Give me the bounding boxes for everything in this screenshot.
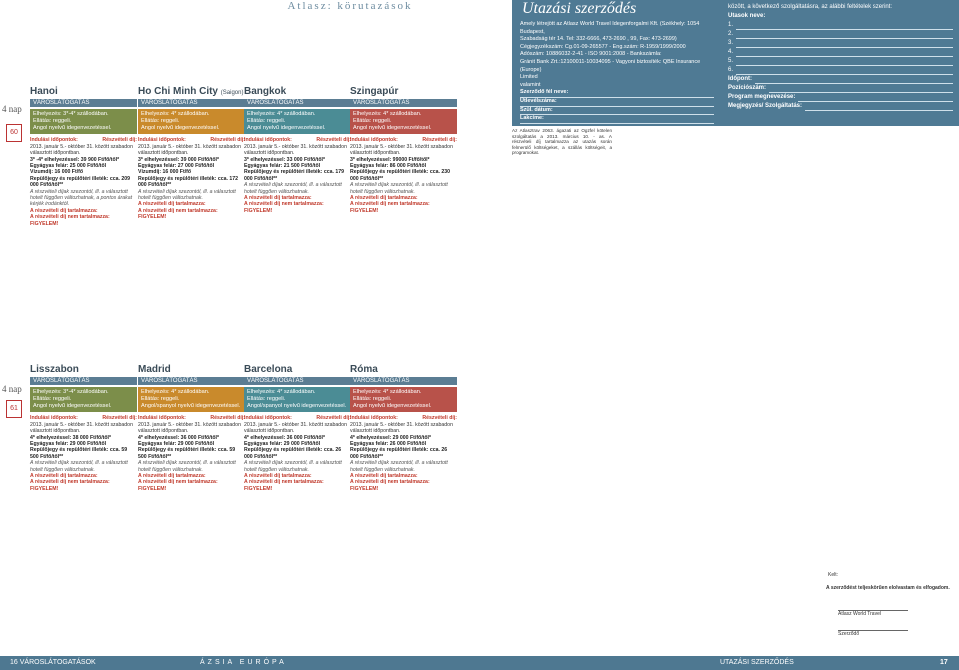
passenger-num: 5.: [728, 58, 734, 64]
single-supplement: Egyágyas felár: 26 000 Ft/fő/től: [350, 441, 427, 448]
contract-title: Utazási szerződés: [512, 0, 722, 18]
attention-title: FIGYELEM!: [350, 485, 379, 492]
fee-label: Részvételi díj:: [422, 137, 457, 144]
company-signature: [838, 610, 908, 617]
contract-box: [512, 18, 722, 126]
fee-label: Részvételi díj:: [316, 415, 351, 422]
flight-fee: Repülőjegy és repülőtéri illeték: cca. 209 000 Ft/fő/től**: [30, 175, 131, 189]
passenger-num: 2.: [728, 31, 734, 37]
passenger-field[interactable]: [736, 48, 953, 57]
departure-label: Indulási időpontok:: [350, 137, 398, 144]
accommodation-info: Elhelyezés: 4* szállodában. Ellátás: reggeli. Angol nyelvű idegenvezetéssel.: [350, 109, 457, 134]
city-block: [138, 86, 245, 221]
city-block: [350, 86, 457, 214]
accommodation-info: Elhelyezés: 4* szállodában. Ellátás: reggeli. Angol nyelvű idegenvezetéssel.: [350, 387, 457, 412]
single-supplement: Egyágyas felár: 29 000 Ft/fő/től: [138, 441, 215, 448]
city-name: Ho Chi Minh City (Saigon): [138, 86, 244, 97]
attention-title: FIGYELEM!: [350, 207, 379, 214]
includes-title: A részvételi díj tartalmazza:: [244, 473, 312, 480]
category-label: VÁROSLÁTOGATÁS: [138, 99, 245, 107]
category-label: VÁROSLÁTOGATÁS: [244, 99, 351, 107]
includes-title: A részvételi díj tartalmazza:: [350, 195, 418, 202]
city-block: [138, 364, 245, 492]
position-label: Pozíciószám:: [728, 85, 767, 91]
page-header: Atlasz: körutazások: [287, 0, 413, 12]
attention-title: FIGYELEM!: [138, 485, 167, 492]
client-name-field[interactable]: Szerződő fél neve:: [520, 89, 714, 98]
visa-fee: Vízumdíj: 16 000 Ft/fő: [30, 169, 84, 176]
price-note: A részvételi díjak szezontól, ill. a választott hotelt függően változhatnak, a pontos árakat kérjék irodánktól.: [30, 188, 133, 208]
includes-title: A részvételi díj tartalmazza:: [138, 201, 206, 208]
terms-column-2: [617, 128, 717, 648]
remarks-field[interactable]: [805, 102, 953, 111]
departure-dates: 2013. január 5.- október 31. között szabadon választott időpontban.: [138, 421, 241, 435]
date-place-label: Kelt:: [828, 572, 839, 578]
departure-dates: 2013. január 5.- október 31. között szabadon választott időpontban.: [30, 421, 133, 435]
city-name: Hanoi: [30, 86, 58, 97]
departure-dates: 2013. január 5.- október 31. között szabadon választott időpontban.: [138, 143, 241, 157]
visa-fee: Vízumdíj: 16 000 Ft/fő: [138, 169, 192, 176]
passenger-field[interactable]: [736, 57, 953, 66]
company-name: Atlasz World Travel: [838, 611, 881, 617]
service-form: [722, 0, 959, 126]
page-footer: [0, 656, 959, 670]
passenger-field[interactable]: [736, 39, 953, 48]
contract-line: Adószám: 10886032-2-41 - ISO 9001:2008 - Bankszámla:: [520, 51, 662, 58]
category-label: VÁROSLÁTOGATÁS: [350, 377, 457, 385]
attention-title: FIGYELEM!: [30, 220, 59, 227]
days-label-top: 4 nap: [2, 104, 22, 114]
accommodation-info: Elhelyezés: 3*-4* szállodában. Ellátás: reggeli. Angol nyelvű idegenvezetéssel.: [30, 387, 137, 412]
flight-fee: Repülőjegy és repülőtéri illeték: cca. 59 500 Ft/fő/től**: [138, 447, 236, 460]
includes-title: A részvételi díj tartalmazza:: [350, 473, 418, 480]
city-name: Szingapúr: [350, 86, 399, 97]
price-note: A részvételi díjak szezontól, ill. a választott hotelt függően változhatnak.: [138, 188, 236, 202]
passenger-field[interactable]: [736, 66, 953, 75]
excludes-title: A részvételi díj nem tartalmazza:: [30, 479, 110, 486]
category-label: VÁROSLÁTOGATÁS: [350, 99, 457, 107]
footer-center: ÁZSIA EURÓPA: [200, 659, 287, 666]
contract-line: Szabadság tér 14. Tel: 332-6666, 473-2690 , 99, Fax: 473-2699): [520, 36, 677, 43]
price-line: 3* -4* elhelyezéssel: 39 900 Ft/fő/től*: [30, 156, 120, 163]
terms-column-3: [722, 128, 820, 648]
includes-title: A részvételi díj tartalmazza:: [138, 473, 206, 480]
city-name: Róma: [350, 364, 378, 375]
departure-label: Indulási időpontok:: [244, 415, 292, 422]
departure-dates: 2013. január 5.- október 31. között szabadon választott időpontban.: [30, 143, 133, 157]
program-label: Program megnevezése:: [728, 94, 796, 100]
flight-fee: Repülőjegy és repülőtéri illeték: cca. 26 000 Ft/fő/től**: [350, 447, 448, 460]
attention-title: FIGYELEM!: [244, 207, 273, 214]
city-block: [244, 364, 351, 492]
position-field[interactable]: [769, 84, 953, 93]
city-block: [30, 86, 137, 227]
departure-label: Indulási időpontok:: [30, 137, 78, 144]
contract-line: Cégjegyzékszám: Cg.01-09-265577 - Eng.szám: R-1959/1999/2000: [520, 43, 686, 50]
attention-title: FIGYELEM!: [244, 485, 273, 492]
flight-fee: Repülőjegy és repülőtéri illeték: cca. 26 000 Ft/fő/től**: [244, 447, 342, 460]
departure-dates: 2013. január 5.- október 31. között szabadon választott időpontban.: [350, 143, 453, 157]
contract-line: Amely létrejött az Atlasz World Travel Idegenforgalmi Kft. (Székhely: 1054 Budapest,: [520, 21, 700, 35]
departure-label: Indulási időpontok:: [350, 415, 398, 422]
passport-field[interactable]: Útlevélszáma:: [520, 98, 714, 107]
category-label: VÁROSLÁTOGATÁS: [30, 377, 137, 385]
city-name: Bangkok: [244, 86, 287, 97]
client-signature[interactable]: [838, 630, 908, 637]
single-supplement: Egyágyas felár: 29 000 Ft/fő/től: [244, 441, 321, 448]
program-field[interactable]: [798, 93, 953, 102]
excludes-title: A részvételi díj nem tartalmazza:: [138, 479, 218, 486]
attention-title: FIGYELEM!: [30, 485, 59, 492]
includes-title: A részvételi díj tartalmazza:: [30, 207, 98, 214]
fee-label: Részvételi díj:: [210, 137, 245, 144]
page-number-badge: 60: [6, 124, 22, 142]
fee-label: Részvételi díj:: [102, 415, 137, 422]
price-line: 4* elhelyezéssel: 36 000 Ft/fő/től*: [244, 434, 326, 441]
departure-label: Indulási időpontok:: [138, 137, 186, 144]
accommodation-info: Elhelyezés: 4* szállodában. Ellátás: reggeli. Angol nyelvű idegenvezetéssel.: [138, 109, 245, 134]
departure-dates: 2013. január 5.- október 31. között szabadon választott időpontban.: [244, 143, 347, 157]
footer-right-label: UTAZÁSI SZERZŐDÉS: [720, 659, 794, 666]
page-number-badge: 61: [6, 400, 22, 418]
flight-fee: Repülőjegy és repülőtéri illeték: cca. 179 000 Ft/fő/től**: [244, 169, 345, 182]
single-supplement: Egyágyas felár: 25 000 Ft/fő/től: [30, 163, 107, 170]
birth-date-field[interactable]: Szül. dátum:: [520, 107, 714, 116]
departure-label: Indulási időpontok:: [244, 137, 292, 144]
category-label: VÁROSLÁTOGATÁS: [30, 99, 137, 107]
price-line: 3* elhelyezéssel: 99000 Ft/fő/től*: [350, 156, 430, 163]
terms-column-4: [826, 128, 954, 568]
terms-column-1: Az Atlasztrav 2063. ágazati az Ogzfel kötelen szolgáltatás a 2013. március 10. - as. A részvételi díj tartalmazza az utazás során felmerülő költségeket, a szállás költségeit, a programokat.: [512, 128, 612, 156]
includes-title: A részvételi díj tartalmazza:: [30, 473, 98, 480]
city-name: Madrid: [138, 364, 171, 375]
price-line: 4* elhelyezéssel: 36 000 Ft/fő/től*: [138, 434, 220, 441]
departure-label: Indulási időpontok:: [138, 415, 186, 422]
category-label: VÁROSLÁTOGATÁS: [244, 377, 351, 385]
price-line: 3* elhelyezéssel: 33 000 Ft/fő/től*: [244, 156, 326, 163]
address-field[interactable]: Lakcíme:: [520, 115, 714, 124]
city-block: [30, 364, 137, 492]
single-supplement: Egyágyas felár: 21 500 Ft/fő/től: [244, 163, 321, 170]
footer-left: 16 VÁROSLÁTOGATÁSOK: [10, 659, 96, 666]
date-label: Időpont:: [728, 76, 752, 82]
price-note: A részvételi díjak szezontól, ill. a választott hotelt függően változhatnak.: [244, 182, 342, 195]
city-name: Barcelona: [244, 364, 293, 375]
contract-line: valamint: [520, 81, 541, 88]
excludes-title: A részvételi díj nem tartalmazza:: [350, 201, 430, 208]
passenger-num: 3.: [728, 40, 734, 46]
departure-dates: 2013. január 5.- október 31. között szabadon választott időpontban.: [244, 421, 347, 435]
price-note: A részvételi díjak szezontól, ill. a választott hotelt függően változhatnak.: [350, 182, 448, 195]
attention-title: FIGYELEM!: [138, 214, 167, 221]
city-block: [350, 364, 457, 492]
excludes-title: A részvételi díj nem tartalmazza:: [244, 479, 324, 486]
date-field[interactable]: [755, 75, 953, 84]
passenger-num: 1.: [728, 22, 734, 28]
passenger-field[interactable]: [736, 21, 953, 30]
flight-fee: Repülőjegy és repülőtéri illeték: cca. 230 000 Ft/fő/től**: [350, 169, 451, 182]
price-line: 4* elhelyezéssel: 29 000 Ft/fő/től*: [350, 434, 432, 441]
fee-label: Részvételi díj:: [316, 137, 351, 144]
excludes-title: A részvételi díj nem tartalmazza:: [350, 479, 430, 486]
price-note: A részvételi díjak szezontól, ill. a választott hotelt függően változhatnak.: [244, 460, 342, 473]
footer-page-num: 17: [940, 659, 948, 666]
fee-label: Részvételi díj:: [102, 137, 137, 144]
departure-label: Indulási időpontok:: [30, 415, 78, 422]
remarks-label: Megjegyzés/ Szolgáltatás:: [728, 103, 803, 109]
accommodation-info: Elhelyezés: 4* szállodában. Ellátás: reggeli. Angol nyelvű idegenvezetéssel.: [244, 109, 351, 134]
price-note: A részvételi díjak szezontól, ill. a választott hotelt függően változhatnak.: [30, 460, 128, 473]
flight-fee: Repülőjegy és repülőtéri illeték: cca. 59 500 Ft/fő/től**: [30, 447, 128, 460]
category-label: VÁROSLÁTOGATÁS: [138, 377, 245, 385]
price-line: 3* elhelyezéssel: 39 000 Ft/fő/től*: [138, 156, 220, 163]
accommodation-info: Elhelyezés: 3*-4* szállodában. Ellátás: reggeli. Angol nyelvű idegenvezetéssel.: [30, 109, 137, 134]
fee-label: Részvételi díj:: [422, 415, 457, 422]
passenger-field[interactable]: [736, 30, 953, 39]
single-supplement: Egyágyas felár: 29 000 Ft/fő/től: [30, 441, 107, 448]
price-note: A részvételi díjak szezontól, ill. a választott hotelt függően változhatnak.: [350, 460, 448, 473]
passenger-num: 4.: [728, 49, 734, 55]
single-supplement: Egyágyas felár: 86 000 Ft/fő/től: [350, 163, 427, 170]
flight-fee: Repülőjegy és repülőtéri illeték: cca. 172 000 Ft/fő/től**: [138, 175, 239, 189]
form-intro: között, a következő szolgáltatásra, az alábbi feltételek szerint:: [728, 4, 893, 10]
client-label: Szerződő: [838, 631, 860, 637]
contract-line: Gránit Bank Zrt.:12100011-10034095 - Vagyoni biztosíték: QBE Insurance (Europe): [520, 58, 701, 73]
city-block: [244, 86, 351, 214]
contract-line: Limited: [520, 74, 538, 81]
city-name: Lisszabon: [30, 364, 79, 375]
price-note: A részvételi díjak szezontól, ill. a választott hotelt függően változhatnak.: [138, 460, 236, 473]
single-supplement: Egyágyas felár: 27 000 Ft/fő/től: [138, 163, 215, 170]
excludes-title: A részvételi díj nem tartalmazza:: [244, 201, 324, 208]
excludes-title: A részvételi díj nem tartalmazza:: [30, 214, 110, 221]
days-label-bottom: 4 nap: [2, 384, 22, 394]
excludes-title: A részvételi díj nem tartalmazza:: [138, 207, 218, 214]
includes-title: A részvételi díj tartalmazza:: [244, 195, 312, 202]
price-line: 4* elhelyezéssel: 38 000 Ft/fő/től*: [30, 434, 112, 441]
passenger-num: 6.: [728, 67, 734, 73]
bottom-note: A szerződést teljeskörűen elolvastam és elfogadom.: [826, 585, 950, 591]
accommodation-info: Elhelyezés: 4* szállodában. Ellátás: reggeli. Angol/spanyol nyelvű idegenvezetéssel.: [138, 387, 245, 412]
departure-dates: 2013. január 5.- október 31. között szabadon választott időpontban.: [350, 421, 453, 435]
fee-label: Részvételi díj:: [210, 415, 245, 422]
accommodation-info: Elhelyezés: 4* szállodában. Ellátás: reggeli. Angol/spanyol nyelvű idegenvezetéssel.: [244, 387, 351, 412]
passengers-label: Utasok neve:: [728, 13, 766, 19]
